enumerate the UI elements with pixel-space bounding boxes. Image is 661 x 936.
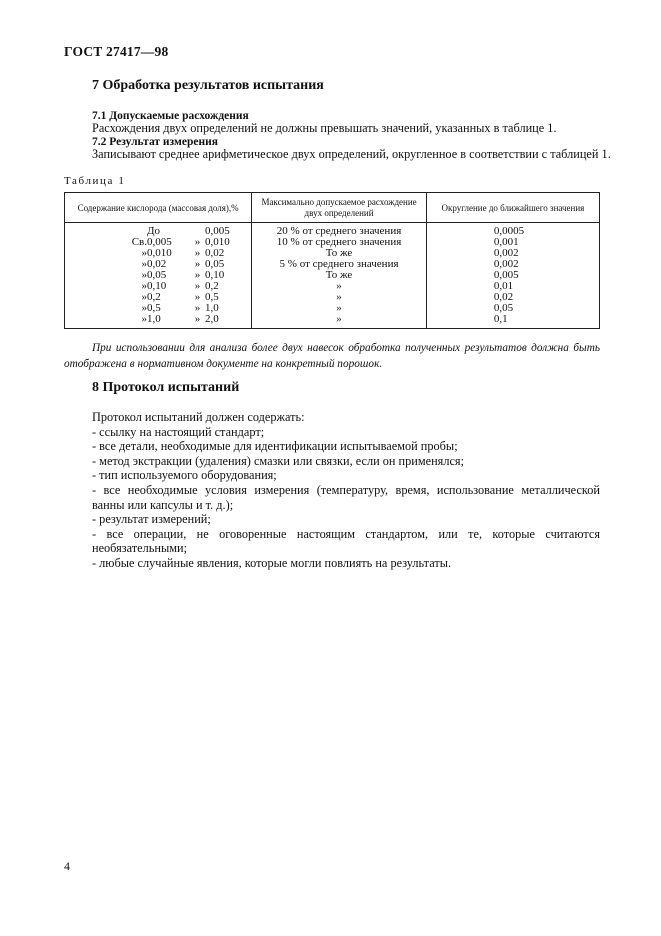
range-part: » [194,247,201,259]
range-part: » [194,291,201,303]
rounding-value: 0,05 [493,302,514,314]
discrepancy-cell [252,223,427,329]
range-part: 0,2 [205,280,219,292]
rounding-value: 0,002 [493,258,519,270]
list-item: - все операции, не оговоренные настоящим стандартом, или те, которые считаются необязательными; [92,526,600,556]
range-part: » [194,302,201,314]
discrepancy-value: » [336,313,342,325]
range-part: » [141,313,147,325]
discrepancy-value: » [336,302,342,314]
header-rounding: Округление до ближайшего значения [426,193,599,223]
range-part: » [141,280,147,292]
range-part: 0,5 [205,291,219,303]
range-part: » [194,313,201,325]
range-part: 0,10 [205,269,225,281]
table-1 [64,192,600,329]
range-part: » [141,302,147,314]
protocol-list [92,410,600,571]
range-part: » [194,258,201,270]
list-item: - все детали, необходимые для идентификации испытываемой пробы; [92,439,458,454]
table-note: При использовании для анализа более двух навесок обработка полученных результатов должна быть отображена в нормативном документе на конкретный порошок. [64,342,600,370]
range-part: 0,010 [205,236,230,248]
subsection-7-2-text: Записывают среднее арифметическое двух определений, округленное в соответствии с таблицей 1. [92,147,611,161]
oxygen-ranges [110,226,251,325]
range-part: Св. [131,236,147,248]
table-body-row [65,223,600,329]
rounding-value: 0,002 [493,247,519,259]
discrepancy-value: 20 % от среднего значения [276,225,402,237]
range-part: » [141,247,147,259]
range-part: » [194,280,201,292]
list-item: - тип используемого оборудования; [92,468,277,483]
range-part: » [194,269,201,281]
list-item: - результат измерений; [92,512,211,527]
document-code: ГОСТ 27417—98 [64,44,169,59]
section-7-title: 7 Обработка результатов испытания [92,78,324,93]
list-item: - любые случайные явления, которые могли повлиять на результаты. [92,555,452,570]
range-part: 1,0 [147,313,161,325]
rounding-cell [426,223,599,329]
list-item: - все необходимые условия измерения (температуру, время, использование металлической ванны или капсулы и т. д.); [92,482,600,512]
subsection-7-1-title: 7.1 Допускаемые расхождения [92,110,249,122]
discrepancy-value: То же [325,247,353,259]
subsection-7-1-text: Расхождения двух определений не должны превышать значений, указанных в таблице 1. [92,121,557,135]
table-1-caption: Таблица 1 [64,175,126,187]
range-part: 0,005 [205,225,230,237]
range-part: 0,05 [147,269,167,281]
rounding-value: 0,02 [493,291,514,303]
range-part: 0,02 [147,258,167,270]
list-item: - метод экстракции (удаления) смазки или связки, если он применялся; [92,453,465,468]
range-part: » [194,236,201,248]
oxygen-ranges-cell [65,223,252,329]
range-part: 1,0 [205,302,219,314]
range-part: » [141,291,147,303]
rounding-value: 0,001 [493,236,519,248]
discrepancy-value: » [336,280,342,292]
range-part: 0,05 [205,258,225,270]
rounding-value: 0,0005 [493,225,525,237]
range-part: 0,010 [147,247,172,259]
range-part: 2,0 [205,313,219,325]
range-part: 0,005 [147,236,172,248]
range-part: 0,02 [205,247,225,259]
range-part [158,303,190,314]
range-part: » [141,269,147,281]
protocol-intro: Протокол испытаний должен содержать: [92,410,305,424]
range-part: » [141,258,147,270]
range-part [158,292,190,303]
discrepancy-value: 5 % от среднего значения [279,258,399,270]
range-part: 0,2 [147,291,161,303]
rounding-value: 0,01 [493,280,514,292]
list-item: - ссылку на настоящий стандарт; [92,424,265,439]
discrepancy-value: 10 % от среднего значения [276,236,402,248]
range-part [158,314,190,325]
range-part [158,281,190,292]
page-number: 4 [64,859,70,873]
rounding-value: 0,005 [493,269,519,281]
subsection-7-2-title: 7.2 Результат измерения [92,136,218,148]
header-max-discrepancy: Максимально допускаемое расхождение двух определений [252,193,427,223]
section-8-title: 8 Протокол испытаний [92,380,240,395]
discrepancy-value: » [336,291,342,303]
header-oxygen-content: Содержание кислорода (массовая доля),% [65,193,252,223]
range-part: До [147,225,161,237]
table-header-row [65,193,600,223]
discrepancy-value: То же [325,269,353,281]
range-part: 0,10 [147,280,167,292]
rounding-value: 0,1 [493,313,508,325]
range-part: 0,5 [147,302,161,314]
